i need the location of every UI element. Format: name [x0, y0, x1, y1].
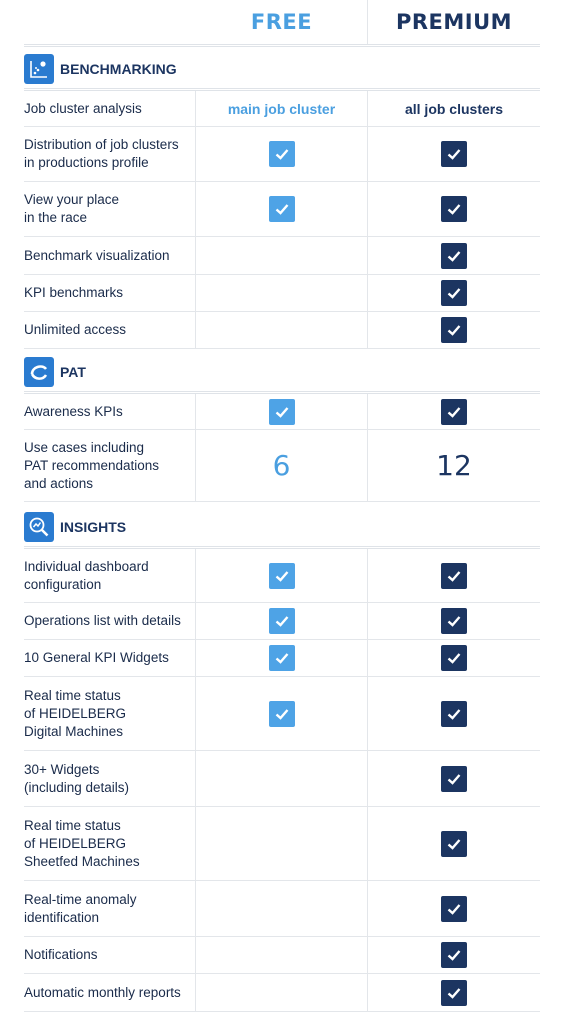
free-value: main job cluster [227, 100, 336, 117]
free-cell [196, 751, 368, 806]
feature-label: Distribution of job clusters in productions profile [24, 127, 196, 181]
feature-label: Operations list with details [24, 603, 196, 639]
feature-row [24, 937, 540, 974]
premium-cell [368, 182, 540, 236]
premium-cell [368, 974, 540, 1011]
free-plan-title: FREE [196, 0, 368, 44]
checkmark-icon [269, 563, 295, 589]
premium-value: all job clusters [404, 100, 504, 117]
premium-cell [368, 312, 540, 348]
feature-row [24, 677, 540, 751]
section-benchmarking [24, 50, 540, 88]
feature-label: Real-time anomaly identification [24, 881, 196, 936]
feature-label: Use cases including PAT recommendations and actions [24, 430, 196, 501]
premium-cell [368, 127, 540, 181]
premium-cell [368, 91, 540, 126]
premium-cell [368, 237, 540, 274]
free-cell [196, 91, 368, 126]
feature-label: View your place in the race [24, 182, 196, 236]
feature-label: Real time status of HEIDELBERG Digital Machines [24, 677, 196, 750]
checkmark-icon [441, 399, 467, 425]
free-cell [196, 430, 368, 501]
checkmark-icon [441, 701, 467, 727]
free-cell [196, 275, 368, 311]
free-cell [196, 974, 368, 1011]
feature-row [24, 127, 540, 182]
checkmark-icon [441, 196, 467, 222]
premium-cell [368, 275, 540, 311]
free-cell [196, 677, 368, 750]
feature-label: Individual dashboard configuration [24, 549, 196, 602]
header-divider [24, 44, 540, 47]
checkmark-icon [269, 399, 295, 425]
premium-plan-title: PREMIUM [395, 10, 513, 34]
premium-cell [368, 881, 540, 936]
checkmark-icon [441, 563, 467, 589]
feature-label: 10 General KPI Widgets [24, 640, 196, 676]
section-title: BENCHMARKING [60, 61, 177, 77]
free-cell [196, 807, 368, 880]
feature-label: Job cluster analysis [24, 91, 196, 126]
feature-row [24, 640, 540, 677]
premium-cell [368, 603, 540, 639]
free-cell [196, 881, 368, 936]
feature-row [24, 751, 540, 807]
checkmark-icon [441, 831, 467, 857]
free-cell [196, 549, 368, 602]
section-title: PAT [60, 364, 86, 380]
section-insights [24, 508, 540, 546]
checkmark-icon [269, 141, 295, 167]
free-cell [196, 127, 368, 181]
premium-cell [368, 640, 540, 676]
pat-swirl-icon [24, 357, 54, 387]
feature-label: KPI benchmarks [24, 275, 196, 311]
free-cell [196, 312, 368, 348]
premium-cell [368, 807, 540, 880]
section-title: INSIGHTS [60, 519, 127, 535]
feature-row [24, 275, 540, 312]
benchmark-chart-icon [24, 54, 54, 84]
checkmark-icon [269, 608, 295, 634]
free-cell [196, 394, 368, 429]
checkmark-icon [441, 980, 467, 1006]
plan-header [24, 0, 540, 44]
feature-label: Unlimited access [24, 312, 196, 348]
checkmark-icon [441, 766, 467, 792]
premium-cell [368, 751, 540, 806]
checkmark-icon [441, 280, 467, 306]
free-cell [196, 182, 368, 236]
feature-row [24, 974, 540, 1012]
free-cell [196, 937, 368, 973]
section-pat [24, 353, 540, 391]
premium-cell [368, 937, 540, 973]
feature-row [24, 394, 540, 430]
checkmark-icon [269, 196, 295, 222]
insights-magnifier-icon [24, 512, 54, 542]
premium-cell [368, 394, 540, 429]
checkmark-icon [269, 701, 295, 727]
header-spacer [24, 0, 196, 44]
feature-row [24, 182, 540, 237]
feature-row [24, 881, 540, 937]
free-cell [196, 640, 368, 676]
feature-row [24, 237, 540, 275]
feature-row [24, 603, 540, 640]
checkmark-icon [441, 942, 467, 968]
checkmark-icon [441, 243, 467, 269]
feature-label: Notifications [24, 937, 196, 973]
checkmark-icon [441, 317, 467, 343]
feature-row [24, 549, 540, 603]
checkmark-icon [441, 608, 467, 634]
feature-row [24, 807, 540, 881]
checkmark-icon [441, 645, 467, 671]
free-cell [196, 603, 368, 639]
feature-row [24, 430, 540, 502]
free-cell [196, 237, 368, 274]
premium-cell [368, 430, 540, 501]
feature-label: Awareness KPIs [24, 394, 196, 429]
checkmark-icon [269, 645, 295, 671]
premium-count: 12 [436, 449, 472, 482]
feature-label: Benchmark visualization [24, 237, 196, 274]
feature-label: 30+ Widgets (including details) [24, 751, 196, 806]
feature-row [24, 312, 540, 349]
free-count: 6 [272, 449, 291, 482]
premium-cell [368, 677, 540, 750]
checkmark-icon [441, 141, 467, 167]
checkmark-icon [441, 896, 467, 922]
premium-cell [368, 549, 540, 602]
feature-label: Automatic monthly reports [24, 974, 196, 1011]
feature-label: Real time status of HEIDELBERG Sheetfed Machines [24, 807, 196, 880]
feature-row [24, 91, 540, 127]
